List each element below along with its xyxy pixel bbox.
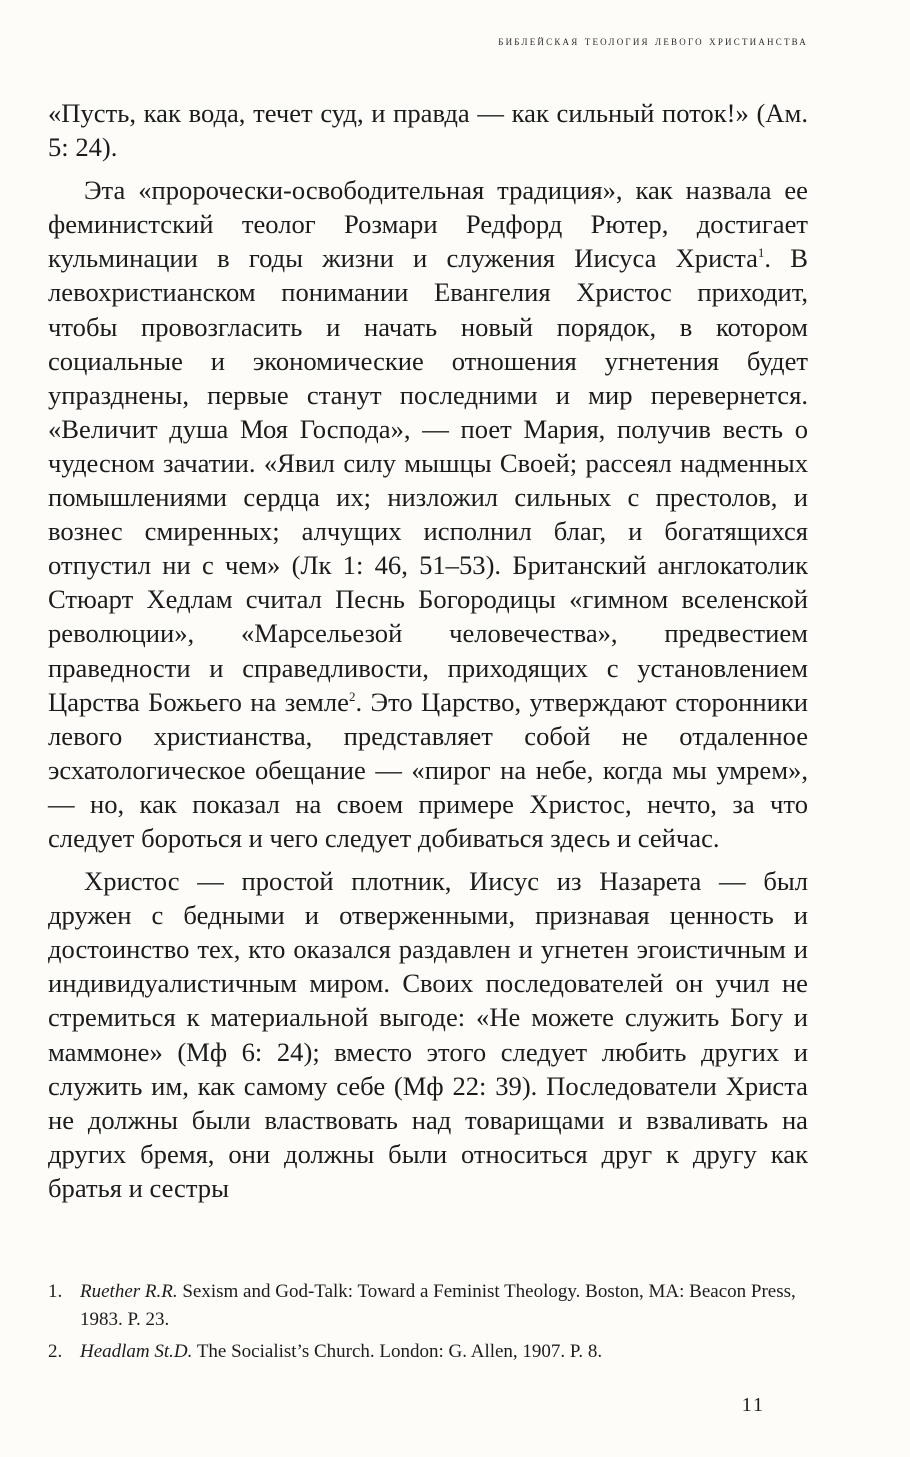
footnote-text: Sexism and God-Talk: Toward a Feminist Theology. Boston, MA: Beacon Press, 1983. P. 23.	[80, 1281, 796, 1330]
footnote-1	[48, 1278, 818, 1334]
footnote-2	[48, 1338, 818, 1366]
footnote-author: Ruether R.R.	[80, 1281, 178, 1302]
running-head: библейская теология левого христианства	[498, 34, 808, 48]
page-number: 11	[741, 1394, 765, 1416]
footnote-number: 2.	[48, 1341, 63, 1362]
paragraph-text: Эта «пророчески-освободительная традиция», как назвала ее феминистский теолог Розмари Редфорд Рютер, достигает кульминации в годы жизни и служения Иисуса Христа	[48, 175, 808, 274]
paragraph-2	[48, 173, 808, 855]
footnote-number: 1.	[48, 1281, 63, 1302]
footnote-body	[80, 1338, 818, 1366]
footnote-body	[80, 1278, 818, 1334]
footnotes	[48, 1278, 818, 1370]
paragraph-text: «Пусть, как вода, течет суд, и правда — как сильный поток!» (Ам. 5: 24).	[48, 98, 808, 163]
paragraph-text: . Это Царство, утверждают сторонники левого христианства, представляет собой не отдаленное эсхатологическое обещание — «пирог на небе, когда мы умрем», — но, как показал на своем примере Христос, нечто, за что следует бороться и чего следует добиваться здесь и сейчас.	[48, 686, 809, 853]
footnote-ref-2[interactable]: 2	[348, 688, 356, 704]
paragraph-1	[48, 96, 808, 164]
body-text	[48, 96, 808, 1205]
footnote-text: The Socialist’s Church. London: G. Allen, 1907. P. 8.	[196, 1341, 603, 1362]
footnote-author: Headlam St.D.	[80, 1341, 193, 1362]
footnote-ref-1[interactable]: 1	[757, 245, 765, 261]
paragraph-text: . В левохристианском понимании Евангелия Христос приходит, чтобы провозгласить и начать новый порядок, в котором социальные и экономические отношения угнетения будет упразднены, первые станут последними и мир перевернется. «Величит душа Моя Господа», — поет Мария, получив весть о чудесном зачатии. «Явил силу мышцы Своей; рассеял надменных помышлениями сердца их; низложил сильных с престолов, и вознес смиренных; алчущих исполнил благ, и богатящихся отпустил ни с чем» (Лк 1: 46, 51–53). Британский англокатолик Стюарт Хедлам считал Песнь Богородицы «гимном вселенской революции», «Марсельезой человечества», предвестием праведности и справедливости, приходящих с установлением Царства Божьего на земле	[48, 243, 808, 717]
paragraph-3	[48, 864, 808, 1205]
paragraph-text: Христос — простой плотник, Иисус из Назарета — был дружен с бедными и отверженными, признавая ценность и достоинство тех, кто оказался раздавлен и угнетен эгоистичным и индивидуалистичным миром. Своих последователей он учил не стремиться к материальной выгоде: «Не можете служить Богу и маммоне» (Мф 6: 24); вместо этого следует любить других и служить им, как самому себе (Мф 22: 39). Последователи Христа не должны были властвовать над товарищами и взваливать на других бремя, они должны были относиться друг к другу как братья и сестры	[48, 866, 808, 1203]
